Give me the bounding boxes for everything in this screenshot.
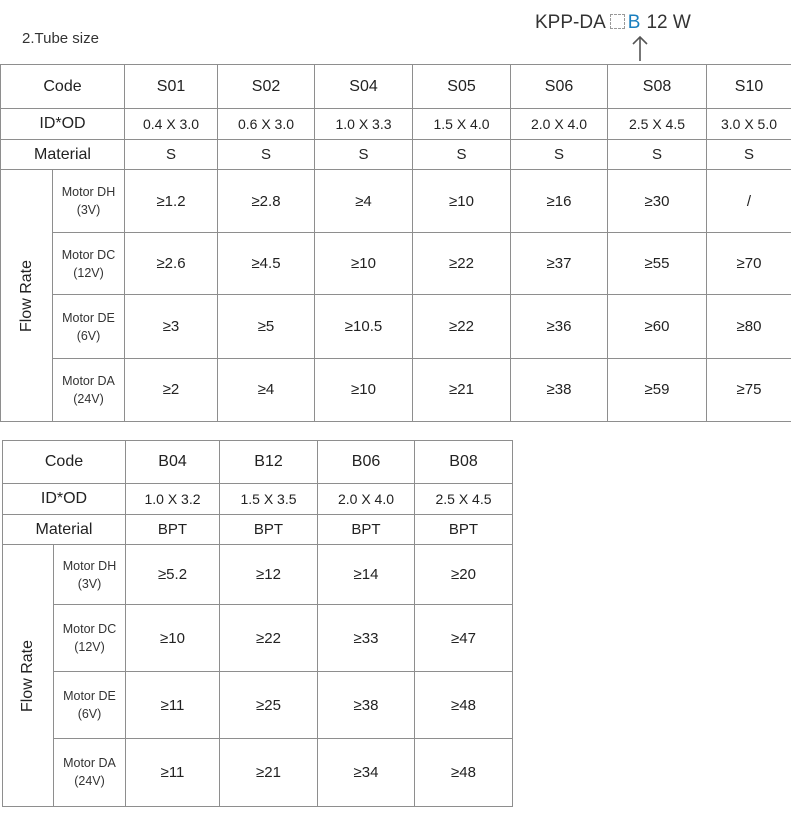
flow-value-cell: ≥60 — [608, 295, 707, 358]
id-od-label: ID*OD — [3, 484, 126, 515]
flow-value-cell: ≥10 — [126, 605, 220, 672]
flow-rate-text: Flow Rate — [19, 639, 36, 712]
motor-cell — [53, 170, 125, 233]
up-arrow-icon — [630, 34, 650, 62]
flow-value-cell: ≥36 — [511, 295, 608, 358]
code-cell: S08 — [608, 65, 707, 109]
flow-value-cell: ≥4 — [218, 358, 315, 421]
motor-name: Motor DH — [61, 185, 116, 200]
flow-value-cell: ≥21 — [413, 358, 511, 421]
motor-voltage: (24V) — [74, 774, 105, 789]
code-cell: B06 — [318, 441, 415, 484]
flow-value-cell: ≥11 — [126, 672, 220, 738]
flow-value-cell: ≥75 — [707, 358, 791, 421]
flow-value-cell: ≥2.8 — [218, 170, 315, 233]
tube-size-table-b — [2, 440, 513, 807]
motor-name: Motor DE — [62, 310, 115, 325]
motor-name: Motor DE — [63, 689, 116, 704]
motor-voltage: (6V) — [77, 707, 102, 722]
flow-value-cell: ≥20 — [415, 545, 513, 605]
motor-name: Motor DA — [62, 373, 115, 388]
material-cell: S — [125, 140, 218, 170]
motor-voltage: (3V) — [77, 576, 102, 591]
motor-cell — [54, 545, 126, 605]
flow-value-cell: ≥2 — [125, 358, 218, 421]
id-od-cell: 2.5 X 4.5 — [415, 484, 513, 515]
code-label: Code — [1, 65, 125, 109]
flow-value-cell: ≥5 — [218, 295, 315, 358]
id-od-cell: 2.5 X 4.5 — [608, 109, 707, 140]
flow-value-cell: ≥22 — [413, 233, 511, 295]
code-cell: S04 — [315, 65, 413, 109]
code-cell: B12 — [220, 441, 318, 484]
material-cell: BPT — [415, 515, 513, 545]
id-od-cell: 0.6 X 3.0 — [218, 109, 315, 140]
flow-value-cell: ≥38 — [318, 672, 415, 738]
code-row — [1, 65, 791, 109]
code-cell: B08 — [415, 441, 513, 484]
model-code-prefix: KPP-DA — [535, 12, 606, 33]
material-cell: S — [707, 140, 791, 170]
motor-cell — [54, 605, 126, 672]
flow-value-cell: ≥80 — [707, 295, 791, 358]
id-od-cell: 1.5 X 4.0 — [413, 109, 511, 140]
motor-name: Motor DA — [63, 756, 116, 771]
flow-value-cell: ≥10.5 — [315, 295, 413, 358]
id-od-label: ID*OD — [1, 109, 125, 140]
material-cell: BPT — [220, 515, 318, 545]
material-cell: S — [315, 140, 413, 170]
material-label: Material — [3, 515, 126, 545]
flow-rate-row — [1, 170, 791, 233]
flow-value-cell: ≥10 — [315, 358, 413, 421]
flow-value-cell: ≥33 — [318, 605, 415, 672]
id-od-cell: 0.4 X 3.0 — [125, 109, 218, 140]
flow-value-cell: ≥4.5 — [218, 233, 315, 295]
section-title: 2.Tube size — [22, 30, 99, 47]
flow-value-cell: ≥30 — [608, 170, 707, 233]
placeholder-box-icon — [610, 14, 625, 29]
code-label: Code — [3, 441, 126, 484]
flow-value-cell: / — [707, 170, 791, 233]
flow-value-cell: ≥12 — [220, 545, 318, 605]
material-cell: S — [608, 140, 707, 170]
tube-size-table-s — [0, 64, 791, 422]
code-cell: B04 — [126, 441, 220, 484]
motor-cell — [53, 295, 125, 358]
model-code-highlight: B — [627, 12, 641, 33]
motor-voltage: (24V) — [73, 391, 104, 406]
material-row — [3, 515, 513, 545]
flow-value-cell: ≥16 — [511, 170, 608, 233]
material-cell: S — [511, 140, 608, 170]
code-cell: S10 — [707, 65, 791, 109]
motor-voltage: (6V) — [76, 328, 101, 343]
motor-name: Motor DC — [61, 247, 116, 262]
motor-voltage: (12V) — [73, 265, 104, 280]
flow-rate-row — [3, 672, 513, 738]
flow-value-cell: ≥34 — [318, 738, 415, 806]
flow-rate-label — [1, 170, 53, 422]
id-od-row — [3, 484, 513, 515]
code-cell: S01 — [125, 65, 218, 109]
code-cell: S05 — [413, 65, 511, 109]
flow-value-cell: ≥11 — [126, 738, 220, 806]
id-od-row — [1, 109, 791, 140]
material-cell: S — [413, 140, 511, 170]
flow-value-cell: ≥5.2 — [126, 545, 220, 605]
motor-name: Motor DC — [62, 622, 117, 637]
id-od-cell: 3.0 X 5.0 — [707, 109, 791, 140]
flow-value-cell: ≥48 — [415, 738, 513, 806]
flow-value-cell: ≥21 — [220, 738, 318, 806]
flow-value-cell: ≥47 — [415, 605, 513, 672]
flow-value-cell: ≥55 — [608, 233, 707, 295]
flow-value-cell: ≥1.2 — [125, 170, 218, 233]
motor-voltage: (12V) — [74, 640, 105, 655]
material-cell: BPT — [318, 515, 415, 545]
flow-rate-text: Flow Rate — [17, 259, 35, 332]
material-cell: S — [218, 140, 315, 170]
model-code-suffix: 12 W — [646, 12, 691, 33]
flow-rate-row — [3, 605, 513, 672]
flow-rate-row — [1, 295, 791, 358]
flow-rate-row — [3, 545, 513, 605]
flow-value-cell: ≥25 — [220, 672, 318, 738]
material-row — [1, 140, 791, 170]
id-od-cell: 1.0 X 3.3 — [315, 109, 413, 140]
flow-rate-label — [3, 545, 54, 807]
flow-value-cell: ≥2.6 — [125, 233, 218, 295]
id-od-cell: 1.5 X 3.5 — [220, 484, 318, 515]
material-label: Material — [1, 140, 125, 170]
flow-value-cell: ≥22 — [413, 295, 511, 358]
id-od-cell: 1.0 X 3.2 — [126, 484, 220, 515]
motor-voltage: (3V) — [76, 203, 101, 218]
motor-cell — [54, 738, 126, 806]
motor-cell — [54, 672, 126, 738]
flow-value-cell: ≥3 — [125, 295, 218, 358]
flow-value-cell: ≥70 — [707, 233, 791, 295]
flow-value-cell: ≥10 — [413, 170, 511, 233]
id-od-cell: 2.0 X 4.0 — [511, 109, 608, 140]
flow-value-cell: ≥4 — [315, 170, 413, 233]
motor-cell — [53, 233, 125, 295]
motor-cell — [53, 358, 125, 421]
motor-name: Motor DH — [62, 558, 117, 573]
flow-value-cell: ≥48 — [415, 672, 513, 738]
flow-rate-row — [1, 233, 791, 295]
flow-value-cell: ≥37 — [511, 233, 608, 295]
code-row — [3, 441, 513, 484]
code-cell: S06 — [511, 65, 608, 109]
flow-rate-row — [3, 738, 513, 806]
flow-value-cell: ≥10 — [315, 233, 413, 295]
flow-value-cell: ≥22 — [220, 605, 318, 672]
flow-value-cell: ≥59 — [608, 358, 707, 421]
flow-value-cell: ≥38 — [511, 358, 608, 421]
id-od-cell: 2.0 X 4.0 — [318, 484, 415, 515]
material-cell: BPT — [126, 515, 220, 545]
flow-rate-row — [1, 358, 791, 421]
code-cell: S02 — [218, 65, 315, 109]
flow-value-cell: ≥14 — [318, 545, 415, 605]
model-code — [535, 12, 691, 34]
